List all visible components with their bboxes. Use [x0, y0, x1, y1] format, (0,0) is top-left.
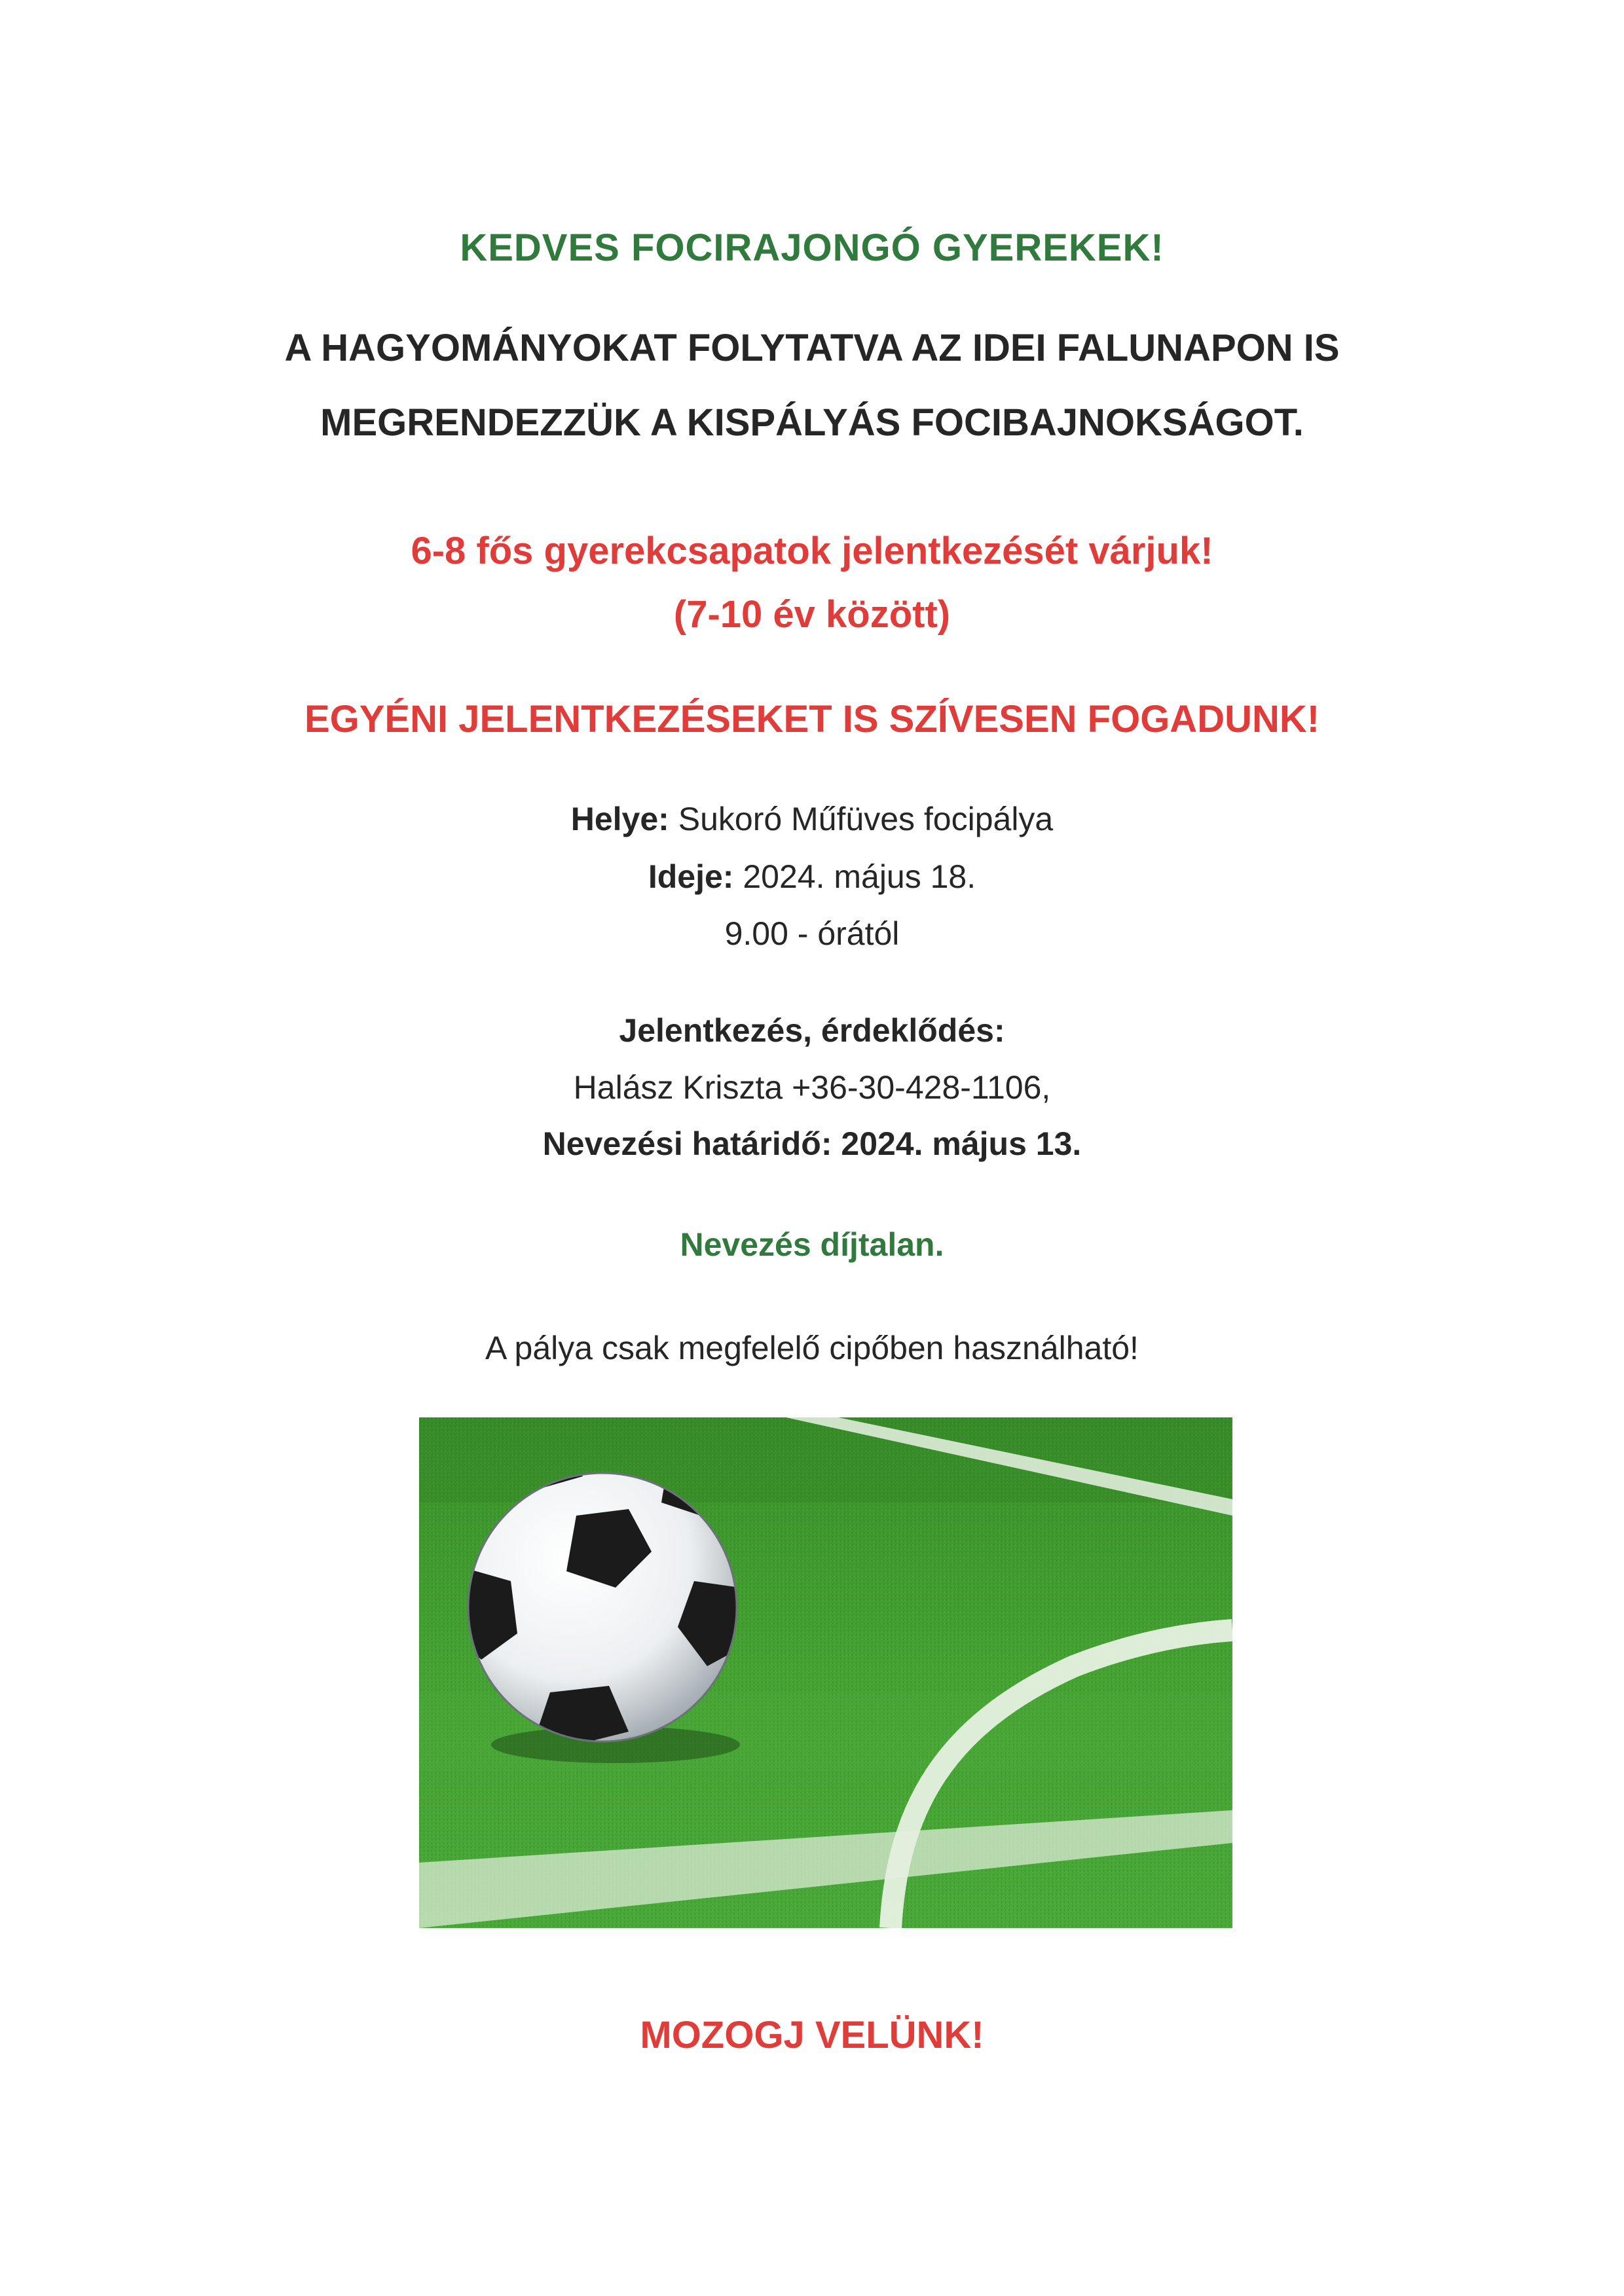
- intro-line-1: A HAGYOMÁNYOKAT FOLYTATVA AZ IDEI FALUNAPON IS: [284, 327, 1340, 369]
- soccer-ball-on-pitch-image: [419, 1417, 1232, 1928]
- intro-line-2: MEGRENDEZZÜK A KISPÁLYÁS FOCIBAJNOKSÁGOT.: [320, 401, 1304, 444]
- contact-label: Jelentkezés, érdeklődés:: [619, 1012, 1005, 1049]
- shoes-notice: A pálya csak megfelelő cipőben használható!: [485, 1330, 1139, 1366]
- place-value: Sukoró Műfüves focipálya: [678, 801, 1054, 837]
- contact-person: Halász Kriszta +36-30-428-1106,: [573, 1069, 1051, 1106]
- teams-line-2: (7-10 év között): [673, 593, 951, 636]
- deadline: Nevezési határidő: 2024. május 13.: [542, 1125, 1082, 1162]
- time-line: [0, 858, 1624, 896]
- hour-value: 9.00 - órától: [724, 915, 900, 952]
- individual-entries: EGYÉNI JELENTKEZÉSEKET IS SZÍVESEN FOGADUNK!: [304, 698, 1320, 740]
- place-label: Helye:: [570, 801, 669, 837]
- time-label: Ideje:: [648, 858, 734, 895]
- place-line: [0, 800, 1624, 838]
- closing-slogan: MOZOGJ VELÜNK!: [640, 2014, 984, 2056]
- heading: KEDVES FOCIRAJONGÓ GYEREKEK!: [460, 227, 1164, 269]
- teams-line-1: 6-8 fős gyerekcsapatok jelentkezését várjuk!: [411, 530, 1213, 572]
- entry-fee: Nevezés díjtalan.: [680, 1226, 944, 1263]
- time-value: 2024. május 18.: [743, 858, 976, 895]
